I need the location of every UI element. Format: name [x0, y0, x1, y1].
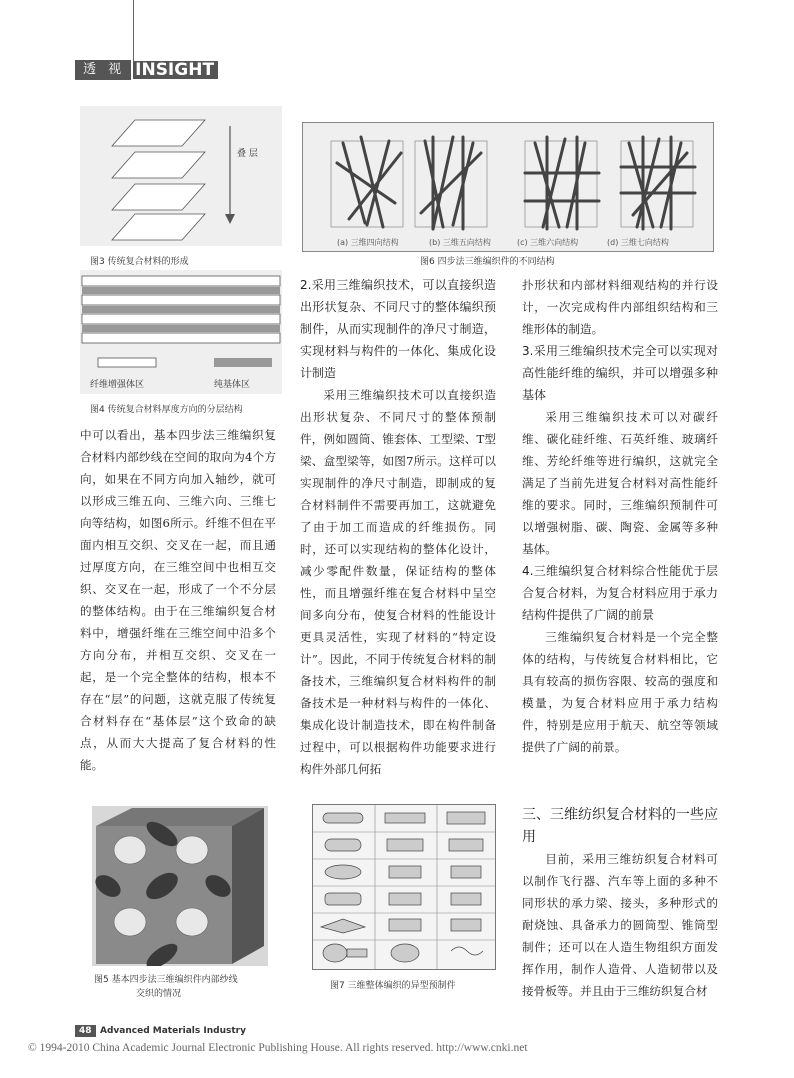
figure-5 [92, 806, 268, 966]
copyright-notice: © 1994-2010 China Academic Journal Electronic Publishing House. All rights reserved. http://www.cnki.net [28, 1042, 528, 1054]
fig6-label-a: (a) 三维四向结构 [337, 238, 399, 247]
col3-heading-3: 3.采用三维编织技术完全可以实现对高性能纤维的编织，并可以增强多种基体 [522, 344, 718, 402]
column-3-lower [522, 848, 718, 1002]
fig5-caption-line1: 图5 基本四步法三维编织件内部纱线 [94, 975, 238, 985]
fig4-legend-fiber: 纤维增强体区 [90, 380, 145, 390]
fig4-legend-matrix: 纯基体区 [214, 380, 251, 390]
col1-paragraph: 中可以看出，基本四步法三维编织复合材料内部纱线在空间的取向为4个方向，如果在不同方向加入轴纱，就可以形成三维五向、三维六向、三维七向等结构，如图6所示。纤维不但在平面内相互交织、交叉在一起，而且通过厚度方向，在三维空间中也相互交织、交叉在一起，形成了一个不分层的整体结构。由于在三维编织复合材料中，增强纤维在三维空间中沿多个方向分布，并相互交织、交叉在一起，是一个完全整体的结构，根本不存在“层”的问题，这就克服了传统复合材料存在“基体层”这个致命的缺点，从而大大提高了复合材料的性能。 [80, 428, 276, 772]
fig6-label-d: (d) 三维七向结构 [607, 238, 669, 247]
fig7-caption: 图7 三维整体编织的异型预制件 [330, 981, 456, 991]
section-label-en: INSIGHT [133, 61, 218, 79]
section-title: 三、三维纺织复合材料的一些应用 [522, 807, 718, 845]
col3-paragraph-3: 采用三维编织技术可以对碳纤维、碳化硅纤维、石英纤维、玻璃纤维、芳纶纤维等进行编织，这就完全满足了当前先进复合材料对高性能纤维的要求。同时，三维编织预制件可以增强树脂、碳、陶瓷、金属等多种基体。 [522, 410, 718, 556]
column-1 [80, 424, 276, 776]
column-3 [522, 274, 718, 758]
section-header [75, 60, 218, 80]
col3-paragraph-5: 目前，采用三维纺织复合材料可以制作飞行器、汽车等上面的多种不同形状的承力梁、接头，多种形式的耐烧蚀、具备承力的圆筒型、锥筒型制件；还可以在人造生物组织方面发挥作用，制作人造骨、人造韧带以及接骨板等。并且由于三维纺织复合材 [522, 852, 718, 998]
col2-heading-2: 2.采用三维编织技术，可以直接织造出形状复杂、不同尺寸的整体编织预制件，从而实现制件的净尺寸制造，实现材料与构件的一体化、集成化设计制造 [300, 278, 496, 380]
fig3-caption: 图3 传统复合材料的形成 [90, 257, 189, 267]
fig6-label-c: (c) 三维六向结构 [517, 238, 579, 247]
col3-paragraph-cont: 扑形状和内部材料细观结构的并行设计，一次完成构件内部组织结构和三维形体的制造。 [522, 278, 718, 336]
fig6-label-b: (b) 三维五向结构 [429, 238, 491, 247]
col3-paragraph-4: 三维编织复合材料是一个完全整体的结构，与传统复合材料相比，它具有较高的损伤容限、较高的强度和模量，为复合材料应用于承力结构件，特别是应用于航天、航空等领域提供了广阔的前景。 [522, 630, 718, 754]
fig5-caption-line2: 交织的情况 [136, 989, 182, 999]
col2-paragraph: 采用三维编织技术可以直接织造出形状复杂、不同尺寸的整体预制件，例如圆筒、锥套体、工型梁、T型梁、盒型梁等，如图7所示。这样可以实现制件的净尺寸制造，即制成的复合材料制件不需要再加工，这就避免了由于加工而造成的纤维损伤。同时，还可以实现结构的整体化设计，减少零配件数量，保证结构的整体性，而且增强纤维在复合材料中呈空间多向分布，使复合材料的性能设计更具灵活性，实现了材料的“特定设计”。因此，不同于传统复合材料的制备技术，三维编织复合材料构件的制备技术是一种材料与构件的一体化、集成化设计制造技术，即在构件制备过程中，可以根据构件功能要求进行构件外部几何拓 [300, 388, 496, 776]
figure-7 [312, 804, 496, 970]
fig3-arrow-label: 叠 层 [237, 149, 258, 159]
fig3-layers-drawing [80, 106, 282, 246]
section-label-cn: 透 视 [75, 60, 131, 80]
fig4-strata-drawing [80, 270, 282, 394]
journal-title: Advanced Materials Industry [100, 1026, 246, 1036]
column-2 [300, 274, 496, 780]
figure-6 [302, 122, 714, 252]
figure-4 [80, 270, 282, 394]
fig5-braid-drawing [92, 806, 268, 966]
fig6-caption: 图6 四步法三维编织件的不同结构 [420, 257, 555, 267]
figure-3 [80, 106, 282, 246]
fig6-structures-drawing [303, 123, 713, 251]
page-number: 48 [75, 1025, 96, 1037]
fig7-preforms-drawing [313, 805, 495, 969]
col3-heading-4: 4.三维编织复合材料综合性能优于层合复合材料，为复合材料应用于承力结构件提供了广阔的前景 [522, 564, 718, 622]
fig4-caption: 图4 传统复合材料厚度方向的分层结构 [90, 405, 243, 415]
